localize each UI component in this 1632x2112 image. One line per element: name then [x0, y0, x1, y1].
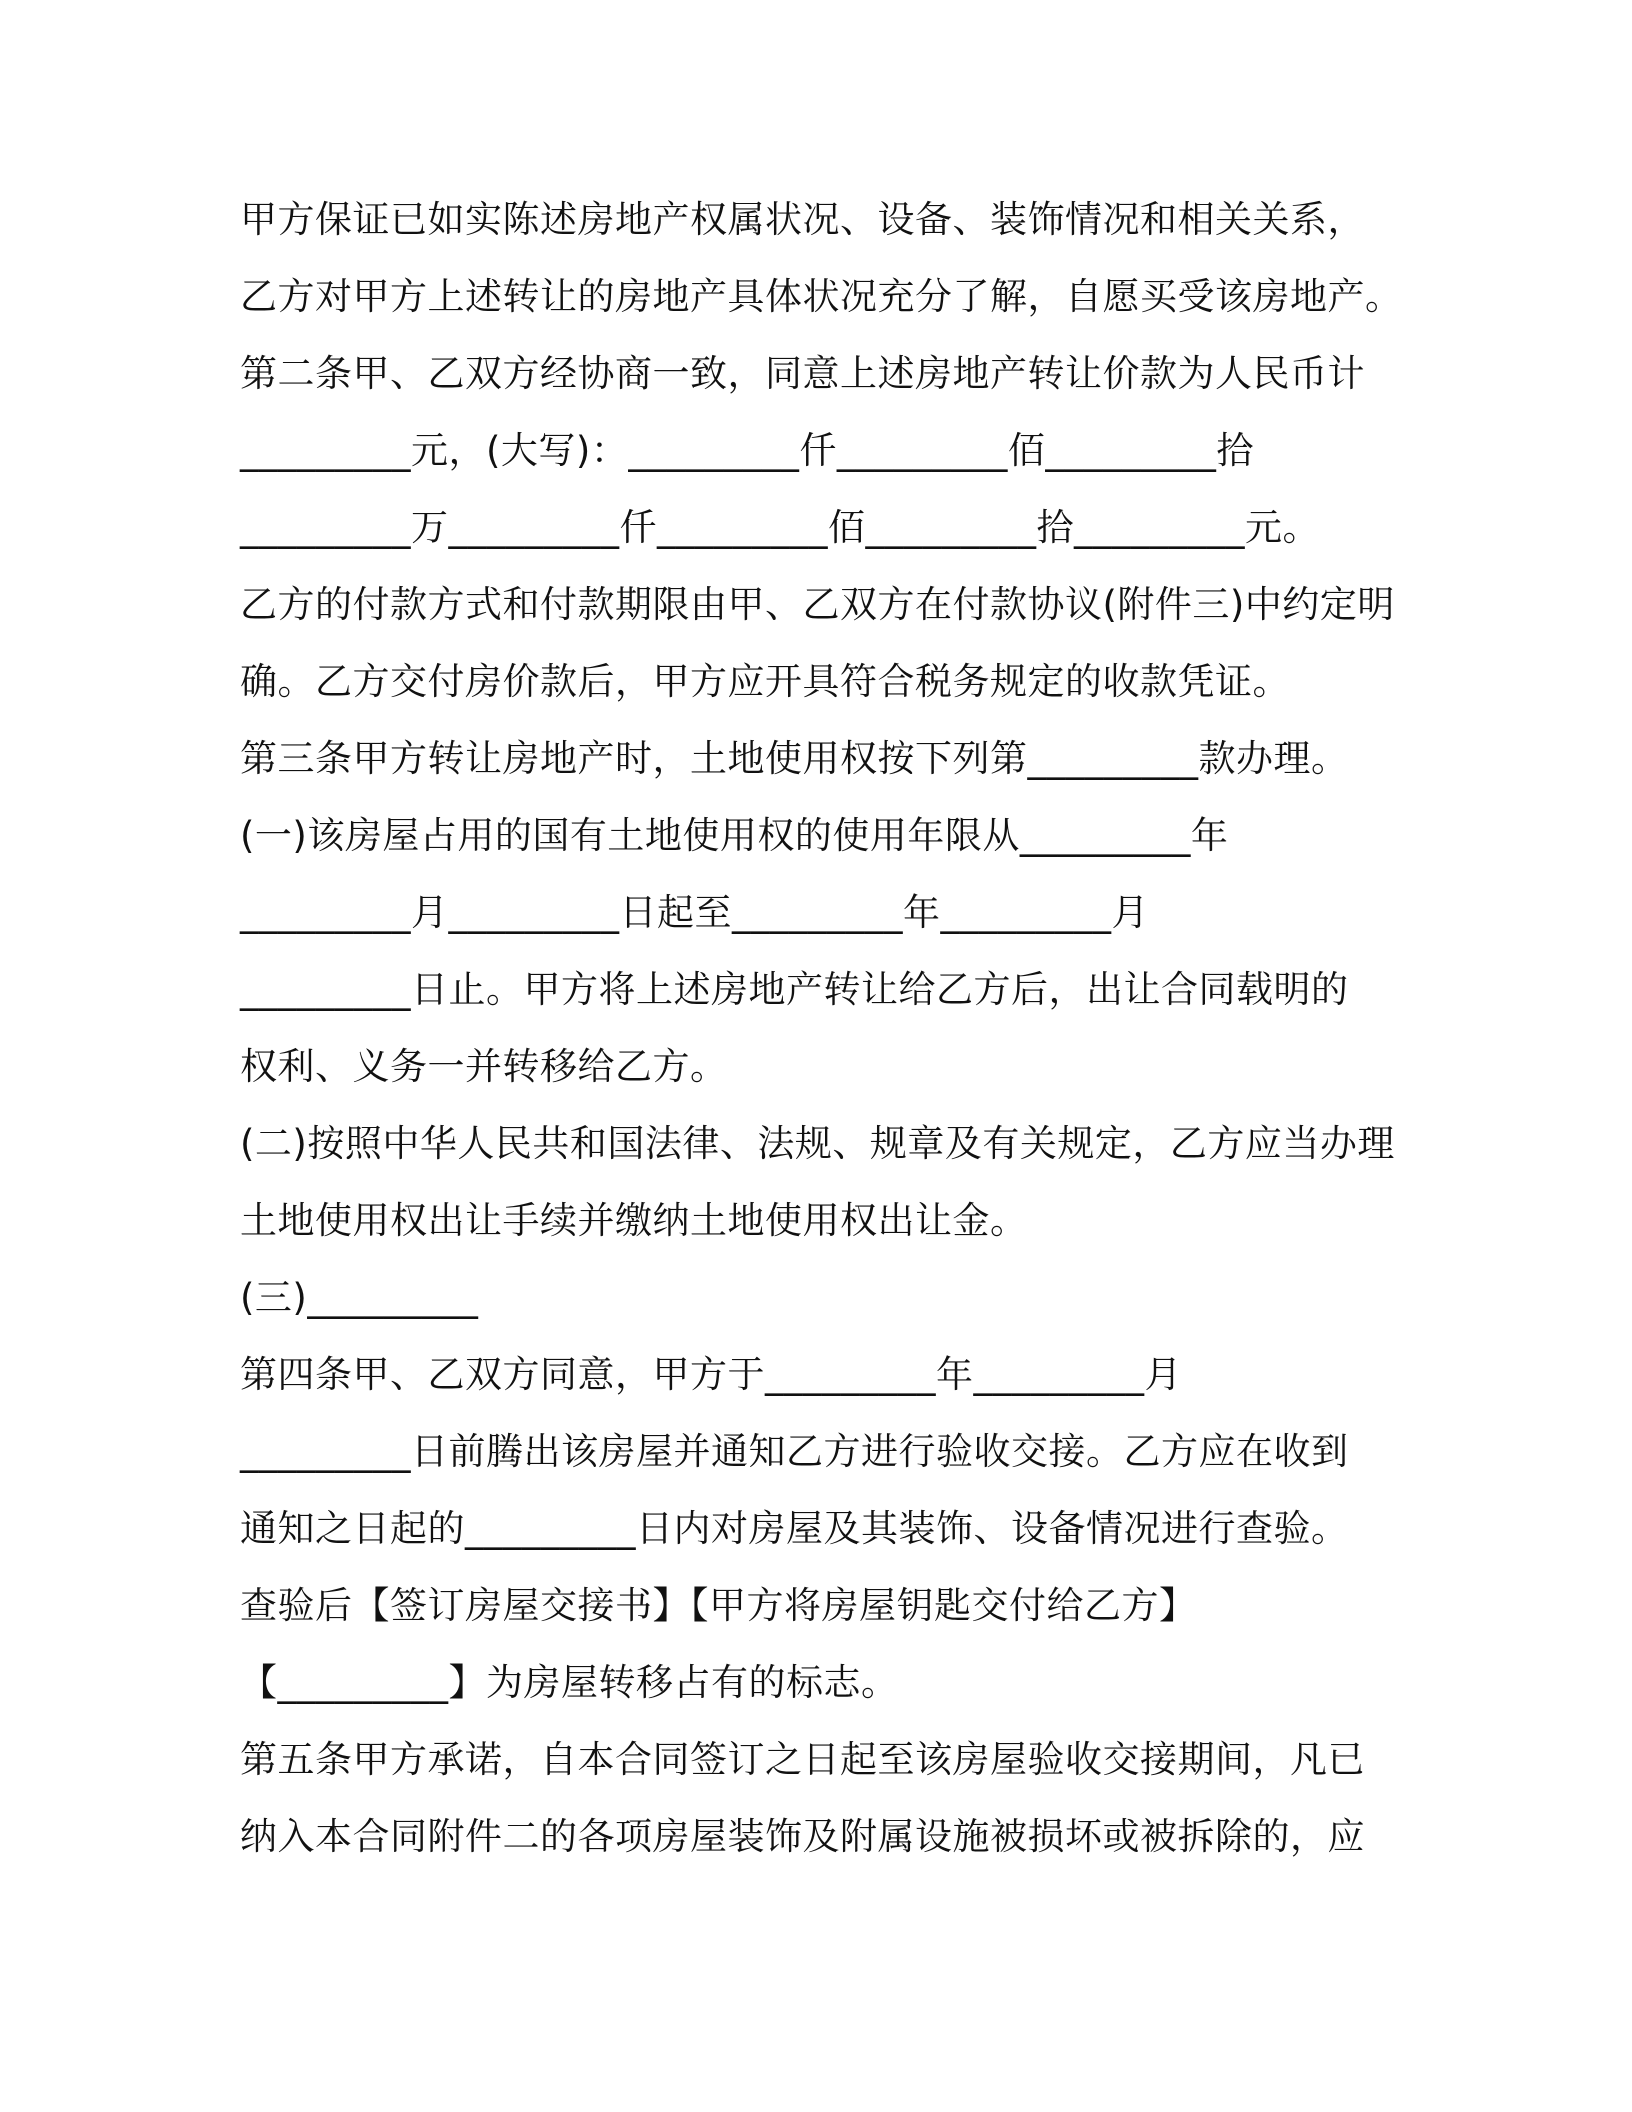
text-line: 土地使用权出让手续并缴纳土地使用权出让金。: [240, 1199, 1028, 1242]
text-line: _________日前腾出该房屋并通知乙方进行验收交接。乙方应在收到: [240, 1430, 1349, 1473]
text-line: 甲方保证已如实陈述房地产权属状况、设备、装饰情况和相关关系，: [240, 198, 1365, 241]
text-line: (一)该房屋占用的国有土地使用权的使用年限从_________年: [240, 814, 1229, 857]
text-line: 【_________】为房屋转移占有的标志。: [240, 1661, 899, 1704]
text-line: 乙方对甲方上述转让的房地产具体状况充分了解，自愿买受该房地产。: [240, 275, 1403, 318]
text-line: _________元，(大写)：_________仟_________佰_________拾: [240, 429, 1254, 472]
text-line: 通知之日起的_________日内对房屋及其装饰、设备情况进行查验。: [240, 1507, 1349, 1550]
text-line: 第二条甲、乙双方经协商一致，同意上述房地产转让价款为人民币计: [240, 352, 1365, 395]
text-line: 第四条甲、乙双方同意，甲方于_________年_________月: [240, 1353, 1182, 1396]
text-line: (三)_________: [240, 1276, 479, 1319]
text-line: _________日止。甲方将上述房地产转让给乙方后，出让合同载明的: [240, 968, 1349, 1011]
text-line: (二)按照中华人民共和国法律、法规、规章及有关规定，乙方应当办理: [240, 1122, 1395, 1165]
contract-body: [240, 188, 1403, 1882]
text-line: 查验后【签订房屋交接书】【甲方将房屋钥匙交付给乙方】: [240, 1584, 1197, 1627]
text-line: 乙方的付款方式和付款期限由甲、乙双方在付款协议(附件三)中约定明: [240, 583, 1395, 626]
text-line: 第三条甲方转让房地产时，土地使用权按下列第_________款办理。: [240, 737, 1349, 780]
text-line: 权利、义务一并转移给乙方。: [240, 1045, 728, 1088]
text-line: 确。乙方交付房价款后，甲方应开具符合税务规定的收款凭证。: [240, 660, 1290, 703]
text-line: 第五条甲方承诺，自本合同签订之日起至该房屋验收交接期间，凡已: [240, 1738, 1365, 1781]
text-line: 纳入本合同附件二的各项房屋装饰及附属设施被损坏或被拆除的，应: [240, 1815, 1365, 1858]
text-line: _________万_________仟_________佰_________拾_________元。: [240, 506, 1320, 549]
text-line: _________月_________日起至_________年_________月: [240, 891, 1149, 934]
